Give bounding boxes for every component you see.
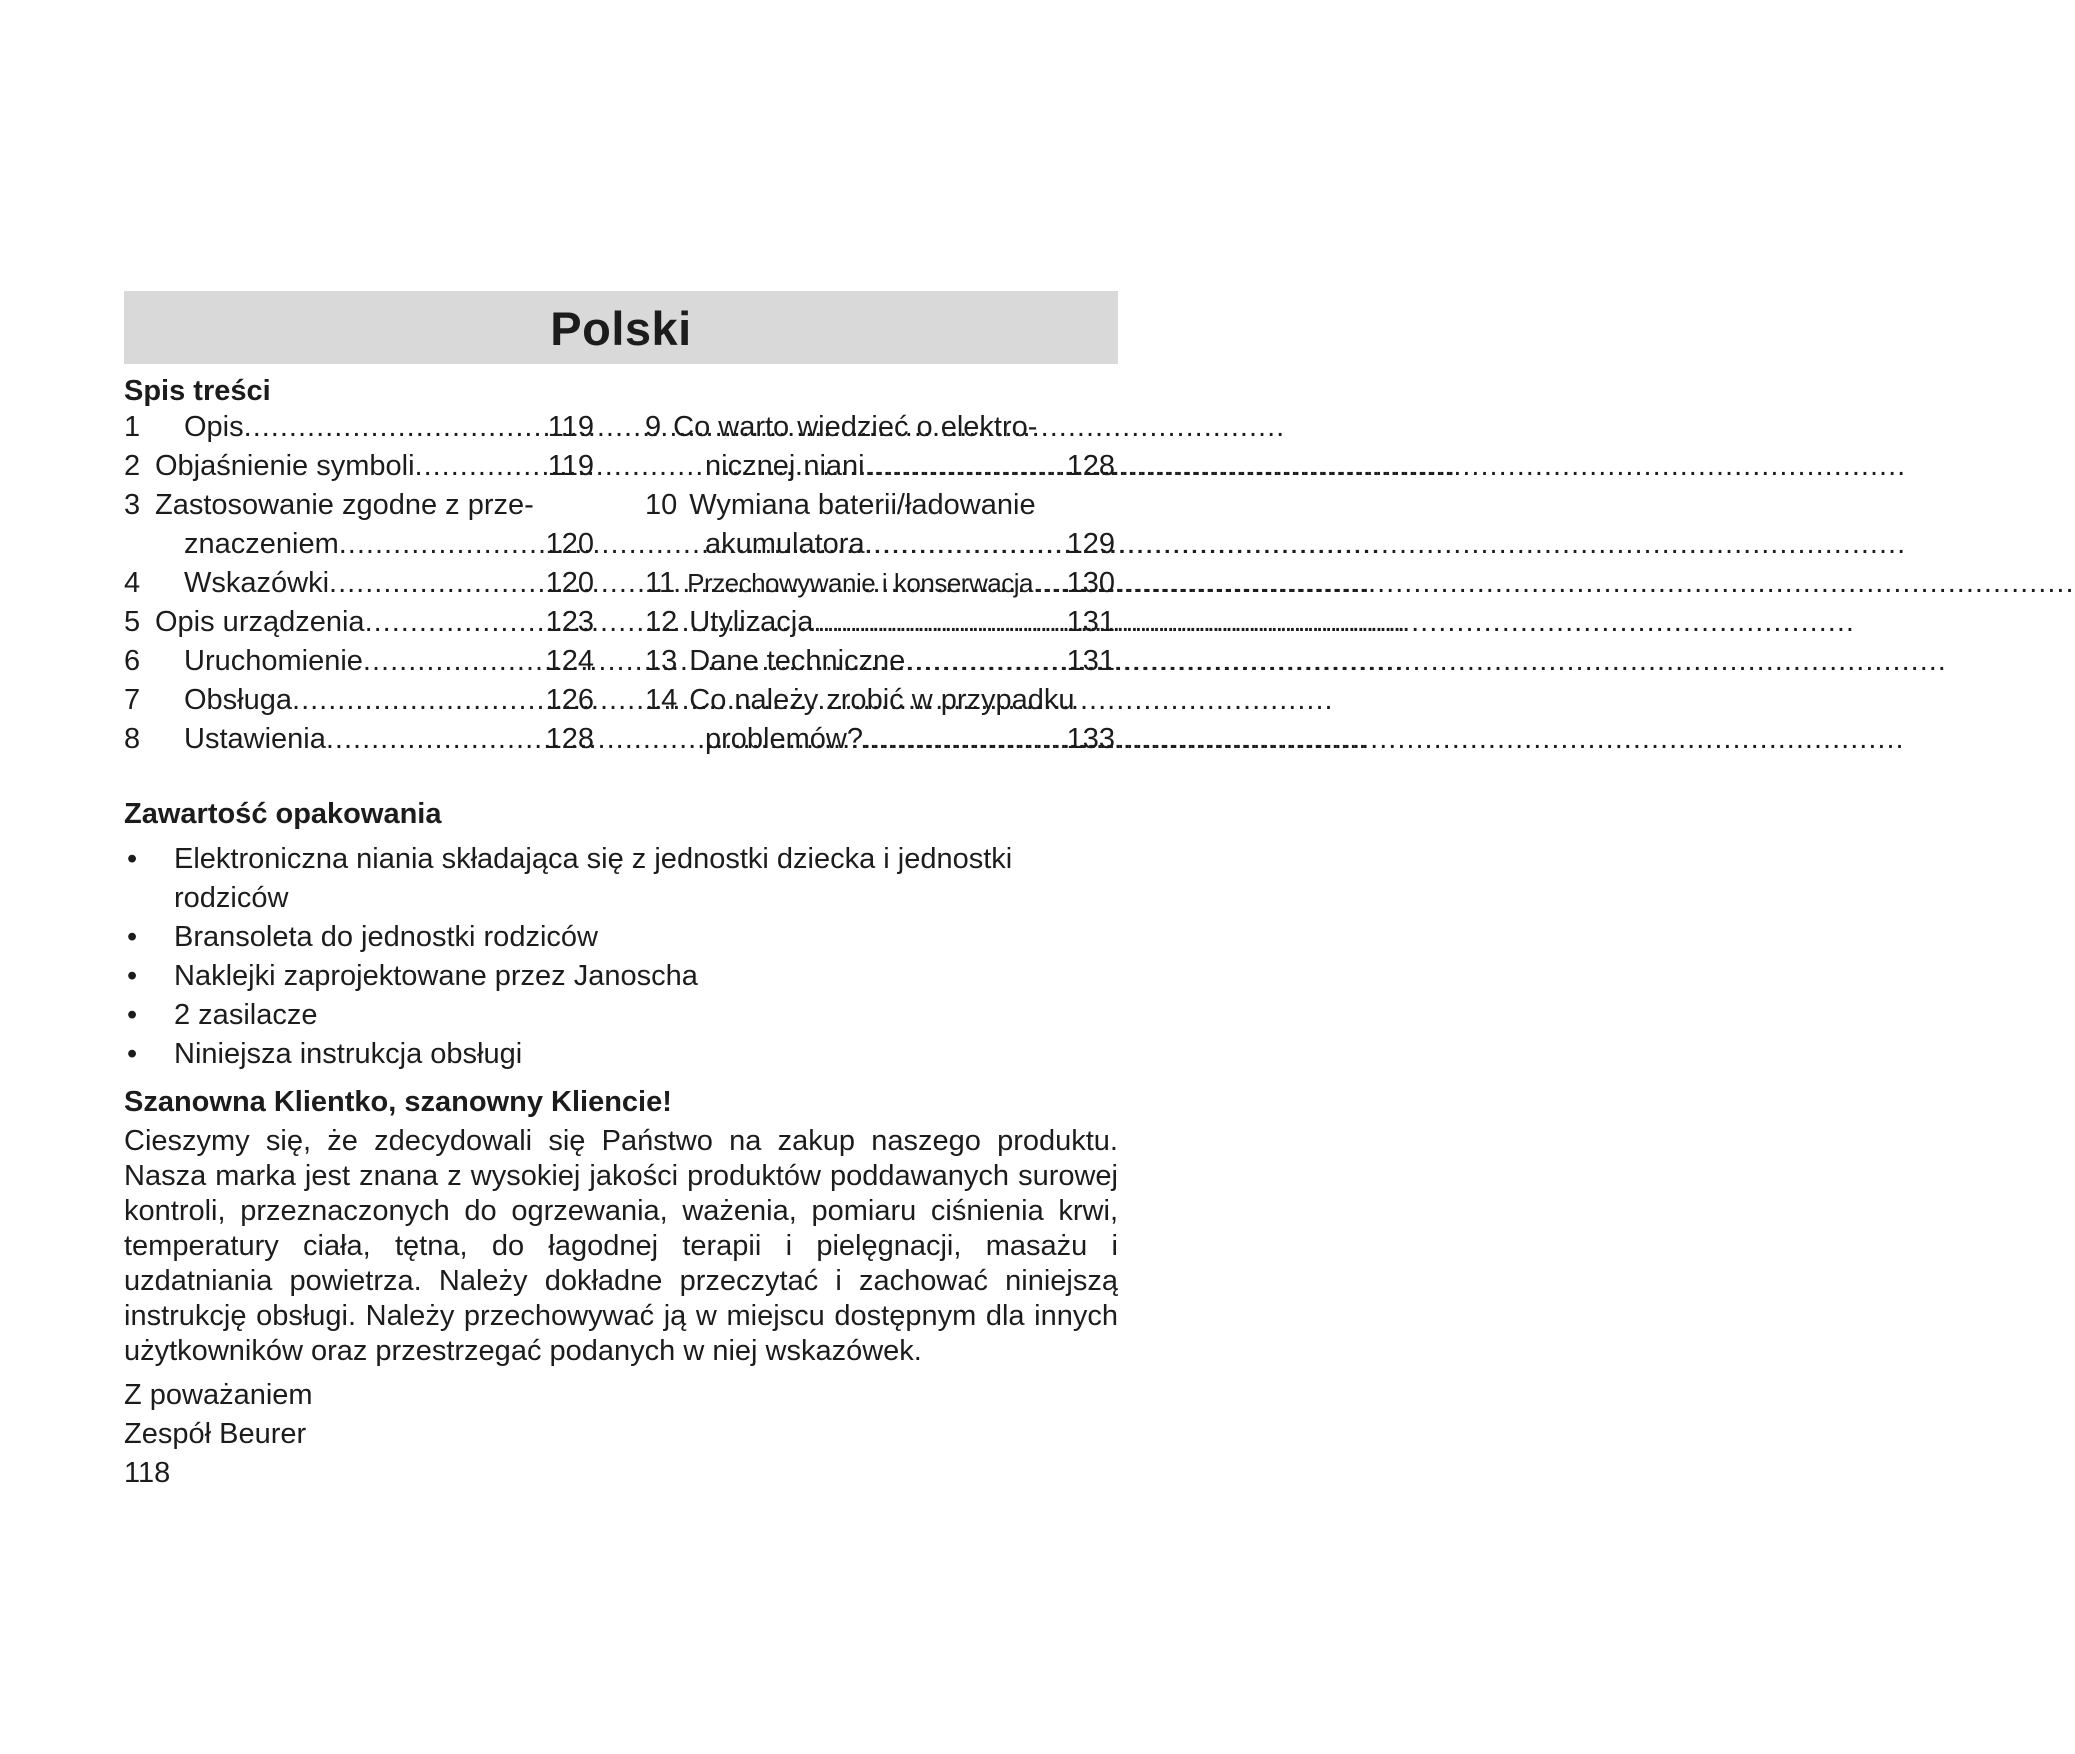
- toc-heading: Spis treści: [124, 375, 271, 407]
- toc-entry-title: Utylizacja: [689, 606, 814, 638]
- toc-entry-number: 13: [645, 645, 678, 677]
- toc-entry: [124, 447, 594, 486]
- page-number: 118: [124, 1457, 171, 1489]
- toc-entry: [124, 603, 594, 642]
- toc-leader-dots: [326, 720, 546, 759]
- toc-entry-title: problemów?: [705, 723, 863, 755]
- toc-leader-dots: [865, 447, 1067, 486]
- toc-entry: [124, 564, 594, 603]
- regards-text: Z poważaniem: [124, 1379, 313, 1411]
- greeting-heading: Szanowna Klientko, szanowny Kliencie!: [124, 1086, 672, 1118]
- toc-entry-page: 128: [1066, 450, 1115, 482]
- package-item-text: Naklejki zaprojektowane przez Janoscha: [174, 960, 698, 992]
- toc-entry: [124, 408, 594, 447]
- toc-entry-title: nicznej niani: [705, 450, 865, 482]
- toc-entry-page: 119: [547, 450, 594, 482]
- toc-entry-page: 124: [545, 645, 594, 677]
- toc-entry: [124, 525, 594, 564]
- bullet-icon: •: [127, 843, 138, 875]
- package-item: [124, 957, 1124, 996]
- toc-entry-title: akumulatora: [705, 528, 865, 560]
- package-contents-list: [124, 840, 1124, 1074]
- toc-entry-page: 133: [1066, 723, 1115, 755]
- toc-entry-page: 119: [547, 411, 594, 443]
- page-title: Polski: [550, 302, 692, 355]
- toc-entry-number: 7: [124, 684, 141, 716]
- toc-leader-dots: [813, 603, 1066, 642]
- team-signature: Zespół Beurer: [124, 1418, 307, 1450]
- toc-entry-title: Przechowywanie i konserwacja: [687, 568, 1033, 598]
- toc-entry-number: 10: [645, 489, 678, 521]
- toc-leader-dots: [865, 525, 1067, 564]
- toc-entry-number: 8: [124, 723, 141, 755]
- package-item: [124, 918, 1124, 957]
- toc-entry-number: 11: [645, 567, 676, 599]
- bullet-icon: •: [127, 999, 138, 1031]
- toc-entry-title: Wskazówki: [184, 567, 330, 599]
- toc-leader-dots: [292, 681, 546, 720]
- toc-entry: [645, 564, 1115, 603]
- toc-entry-title: Zastosowanie zgodne z prze-: [155, 489, 534, 521]
- toc-entry: [645, 447, 1115, 486]
- toc-entry-title: Obsługa: [184, 684, 293, 716]
- toc-entry-title: znaczeniem: [184, 528, 339, 560]
- toc-entry-number: 4: [124, 567, 141, 599]
- package-item-text: Niniejsza instrukcja obsługi: [174, 1038, 523, 1070]
- bullet-icon: •: [127, 921, 138, 953]
- toc-entry-title: Opis: [184, 411, 244, 443]
- toc-entry-title: Co warto wiedzieć o elektro-: [673, 411, 1038, 443]
- toc-leader-dots: [329, 564, 546, 603]
- toc-entry-page: 130: [1066, 567, 1115, 599]
- bullet-icon: •: [127, 1038, 138, 1070]
- language-title-bar: [124, 291, 1118, 364]
- toc-entry-number: 1: [124, 411, 141, 443]
- toc-entry-title: Opis urządzenia: [155, 606, 365, 638]
- toc-entry-number: 14: [645, 684, 678, 716]
- toc-entry: [124, 720, 594, 759]
- toc-right-column: [645, 408, 1115, 759]
- toc-entry: [645, 525, 1115, 564]
- toc-entry-number: 6: [124, 645, 141, 677]
- greeting-paragraph: Cieszymy się, że zdecydowali się Państwo na zakup naszego produktu. Nasza marka jest znana z wysokiej jakości produktów poddawanych surowej kontroli, przeznaczonych do ogrzewania, ważenia, pomiaru ciśnienia krwi, temperatury ciała, tętna, do łagodnej terapii i pielęgnacji, masażu i uzdatniania powietrza. Należy dokładne przeczytać i zachować niniejszą instrukcję obsługi. Należy przechowywać ją w miejscu dostępnym dla innych użytkowników oraz przestrzegać podanych w niej wskazówek.: [124, 1125, 1118, 1367]
- toc-leader-dots: [415, 447, 548, 486]
- toc-entry-page: 120: [545, 567, 594, 599]
- toc-leader-dots: [244, 408, 548, 447]
- toc-entry: [645, 408, 1115, 447]
- toc-entry: [124, 642, 594, 681]
- toc-leader-dots: [365, 603, 546, 642]
- toc-leader-dots: [363, 642, 546, 681]
- toc-entry: [124, 681, 594, 720]
- toc-entry: [645, 603, 1115, 642]
- toc-entry-number: 9: [645, 411, 662, 443]
- toc-entry-title: Objaśnienie symboli: [155, 450, 415, 482]
- toc-entry-number: 2: [124, 450, 141, 482]
- bullet-icon: •: [127, 960, 138, 992]
- toc-entry: [124, 486, 594, 525]
- package-item-text: Elektroniczna niania składająca się z jednostki dziecka i jednostki rodziców: [174, 843, 1013, 914]
- toc-entry-title: Dane techniczne: [689, 645, 906, 677]
- toc-entry-number: 12: [645, 606, 678, 638]
- toc-entry-page: 131: [1066, 606, 1115, 638]
- toc-entry: [645, 642, 1115, 681]
- toc-entry-page: 131: [1066, 645, 1115, 677]
- package-item: [124, 1035, 1124, 1074]
- toc-entry-number: 3: [124, 489, 141, 521]
- toc-leader-dots: [905, 642, 1066, 681]
- toc-leader-dots: [863, 720, 1067, 759]
- toc-entry: [645, 720, 1115, 759]
- toc-entry: [645, 486, 1115, 525]
- toc-entry-number: 5: [124, 606, 141, 638]
- toc-entry-title: Ustawienia: [184, 723, 326, 755]
- package-item-text: 2 zasilacze: [174, 999, 318, 1031]
- toc-entry-page: 128: [545, 723, 594, 755]
- toc-leader-dots: [1033, 564, 1067, 603]
- toc-left-column: [124, 408, 594, 759]
- package-heading: Zawartość opakowania: [124, 798, 442, 830]
- toc-entry-title: Uruchomienie: [184, 645, 363, 677]
- package-item: [124, 996, 1124, 1035]
- toc-entry-page: 120: [545, 528, 594, 560]
- toc-entry-page: 129: [1066, 528, 1115, 560]
- package-item: [124, 840, 1124, 918]
- toc-entry: [645, 681, 1115, 720]
- toc-entry-title: Co należy zrobić w przypadku: [689, 684, 1075, 716]
- package-item-text: Bransoleta do jednostki rodziców: [174, 921, 598, 953]
- toc-leader-dots: [339, 525, 546, 564]
- toc-entry-page: 126: [545, 684, 594, 716]
- toc-entry-title: Wymiana baterii/ładowanie: [689, 489, 1036, 521]
- toc-entry-page: 123: [545, 606, 594, 638]
